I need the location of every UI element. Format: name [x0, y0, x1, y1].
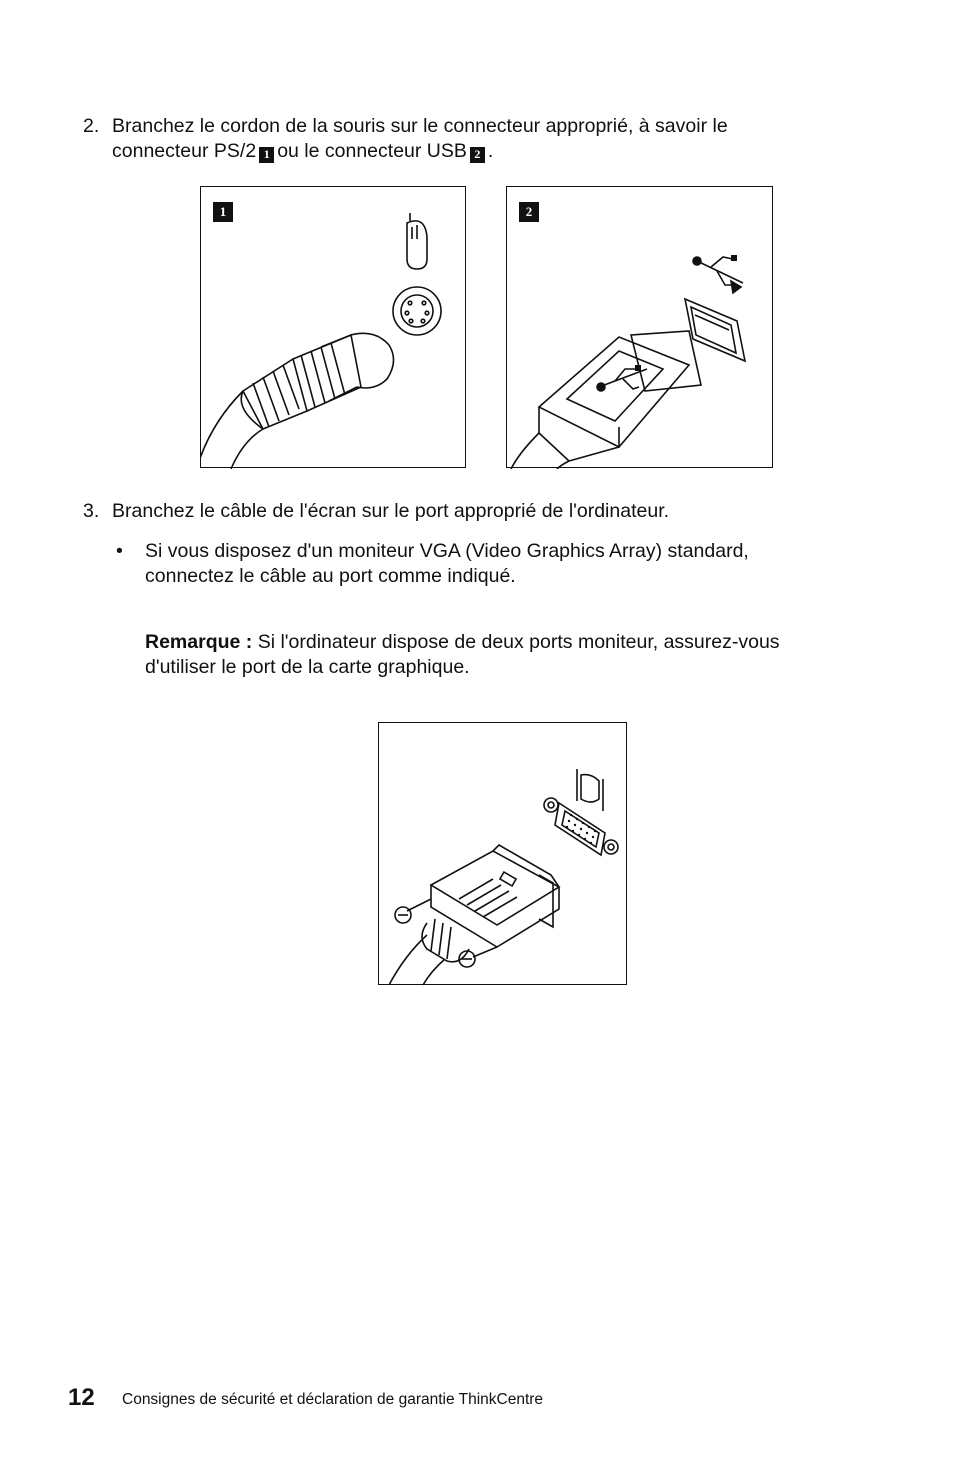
vga-connector-illustration [379, 723, 628, 986]
ps2-connector-illustration [201, 187, 467, 469]
step-2-line2b: ou le connecteur USB [277, 140, 467, 162]
note-label: Remarque : [145, 631, 253, 653]
step-2-line2a: connecteur PS/2 [112, 140, 257, 162]
callout-2: 2 [470, 147, 485, 163]
note-line2: d'utiliser le port de la carte graphique. [145, 656, 470, 678]
step-2-line2c: . [487, 140, 494, 162]
note-line1: Si l'ordinateur dispose de deux ports moniteur, assurez-vous [257, 631, 780, 653]
vga-connector-figure [378, 722, 627, 985]
callout-1: 1 [259, 147, 274, 163]
usb-icon [693, 255, 743, 293]
usb-connector-figure [506, 186, 773, 468]
bullet-line2: connectez le câble au port comme indiqué. [145, 565, 516, 587]
step-3-number: 3. [83, 500, 100, 522]
figure-label-1: 1 [213, 202, 233, 222]
footer-title: Consignes de sécurité et déclaration de garantie ThinkCentre [122, 1391, 544, 1408]
bullet-marker: • [116, 540, 123, 562]
note [145, 630, 780, 680]
step-2-line1: Branchez le cordon de la souris sur le connecteur approprié, à savoir le [112, 115, 728, 137]
usb-connector-illustration [507, 187, 774, 469]
monitor-icon [577, 769, 603, 811]
step-2-number: 2. [83, 115, 100, 137]
step-2-text [112, 114, 728, 164]
bullet-text [145, 539, 749, 589]
page-number: 12 [68, 1384, 95, 1411]
bullet-line1: Si vous disposez d'un moniteur VGA (Video Graphics Array) standard, [145, 540, 749, 562]
mouse-icon [407, 213, 427, 269]
step-3-text: Branchez le câble de l'écran sur le port approprié de l'ordinateur. [112, 500, 670, 522]
figure-label-2: 2 [519, 202, 539, 222]
ps2-connector-figure [200, 186, 466, 468]
